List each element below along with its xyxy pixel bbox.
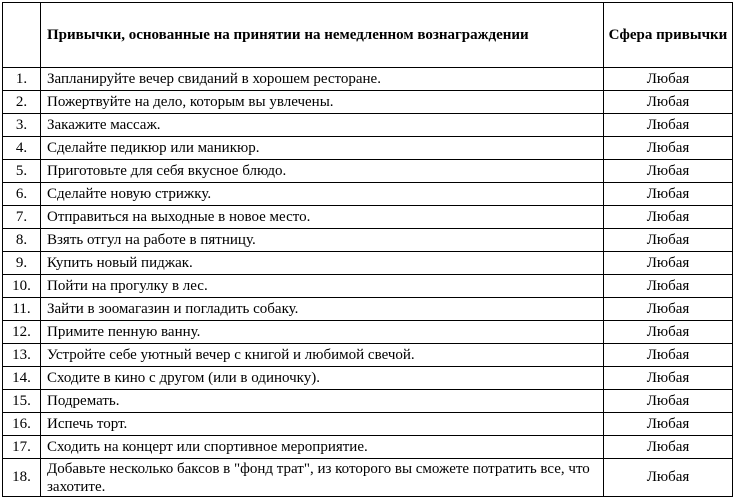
table-row xyxy=(3,321,733,344)
row-scope: Любая xyxy=(604,252,733,275)
row-scope: Любая xyxy=(604,114,733,137)
table-row xyxy=(3,344,733,367)
row-scope: Любая xyxy=(604,275,733,298)
table-row xyxy=(3,252,733,275)
header-number xyxy=(3,3,41,68)
table-row xyxy=(3,275,733,298)
row-habit: Запланируйте вечер свиданий в хорошем ресторане. xyxy=(41,68,604,91)
row-scope: Любая xyxy=(604,91,733,114)
row-scope: Любая xyxy=(604,68,733,91)
row-number: 14. xyxy=(3,367,41,390)
row-habit: Примите пенную ванну. xyxy=(41,321,604,344)
table-row xyxy=(3,367,733,390)
row-number: 12. xyxy=(3,321,41,344)
row-habit: Добавьте несколько баксов в "фонд трат", из которого вы сможете потратить все, что захотите. xyxy=(41,459,604,497)
row-number: 4. xyxy=(3,137,41,160)
habits-table xyxy=(2,2,733,497)
row-number: 18. xyxy=(3,459,41,497)
row-number: 7. xyxy=(3,206,41,229)
row-number: 1. xyxy=(3,68,41,91)
table-row xyxy=(3,206,733,229)
table-row xyxy=(3,229,733,252)
row-habit: Пожертвуйте на дело, которым вы увлечены. xyxy=(41,91,604,114)
row-habit: Сходите в кино с другом (или в одиночку). xyxy=(41,367,604,390)
row-scope: Любая xyxy=(604,390,733,413)
table-header-row xyxy=(3,3,733,68)
row-habit: Приготовьте для себя вкусное блюдо. xyxy=(41,160,604,183)
row-scope: Любая xyxy=(604,206,733,229)
row-scope: Любая xyxy=(604,344,733,367)
row-number: 8. xyxy=(3,229,41,252)
row-scope: Любая xyxy=(604,413,733,436)
table-row xyxy=(3,413,733,436)
row-scope: Любая xyxy=(604,298,733,321)
row-number: 16. xyxy=(3,413,41,436)
row-scope: Любая xyxy=(604,137,733,160)
row-number: 6. xyxy=(3,183,41,206)
row-number: 2. xyxy=(3,91,41,114)
row-number: 15. xyxy=(3,390,41,413)
row-habit: Сделайте педикюр или маникюр. xyxy=(41,137,604,160)
row-habit: Устройте себе уютный вечер с книгой и любимой свечой. xyxy=(41,344,604,367)
row-scope: Любая xyxy=(604,436,733,459)
row-habit: Подремать. xyxy=(41,390,604,413)
row-habit: Пойти на прогулку в лес. xyxy=(41,275,604,298)
table-row xyxy=(3,160,733,183)
table-row xyxy=(3,68,733,91)
row-number: 9. xyxy=(3,252,41,275)
row-scope: Любая xyxy=(604,160,733,183)
row-habit: Зайти в зоомагазин и погладить собаку. xyxy=(41,298,604,321)
row-scope: Любая xyxy=(604,183,733,206)
row-number: 17. xyxy=(3,436,41,459)
table-row xyxy=(3,298,733,321)
row-scope: Любая xyxy=(604,229,733,252)
row-number: 13. xyxy=(3,344,41,367)
row-number: 5. xyxy=(3,160,41,183)
header-habit: Привычки, основанные на принятии на немедленном вознаграждении xyxy=(41,3,604,68)
table-row xyxy=(3,183,733,206)
row-scope: Любая xyxy=(604,459,733,497)
header-scope: Сфера привычки xyxy=(604,3,733,68)
row-scope: Любая xyxy=(604,321,733,344)
row-habit: Отправиться на выходные в новое место. xyxy=(41,206,604,229)
row-habit: Сходить на концерт или спортивное мероприятие. xyxy=(41,436,604,459)
table-row xyxy=(3,137,733,160)
table-row xyxy=(3,390,733,413)
table-row xyxy=(3,436,733,459)
table-row xyxy=(3,459,733,497)
row-number: 3. xyxy=(3,114,41,137)
row-habit: Купить новый пиджак. xyxy=(41,252,604,275)
table-row xyxy=(3,114,733,137)
row-number: 10. xyxy=(3,275,41,298)
row-habit: Закажите массаж. xyxy=(41,114,604,137)
row-habit: Сделайте новую стрижку. xyxy=(41,183,604,206)
row-habit: Взять отгул на работе в пятницу. xyxy=(41,229,604,252)
row-scope: Любая xyxy=(604,367,733,390)
table-row xyxy=(3,91,733,114)
row-number: 11. xyxy=(3,298,41,321)
row-habit: Испечь торт. xyxy=(41,413,604,436)
